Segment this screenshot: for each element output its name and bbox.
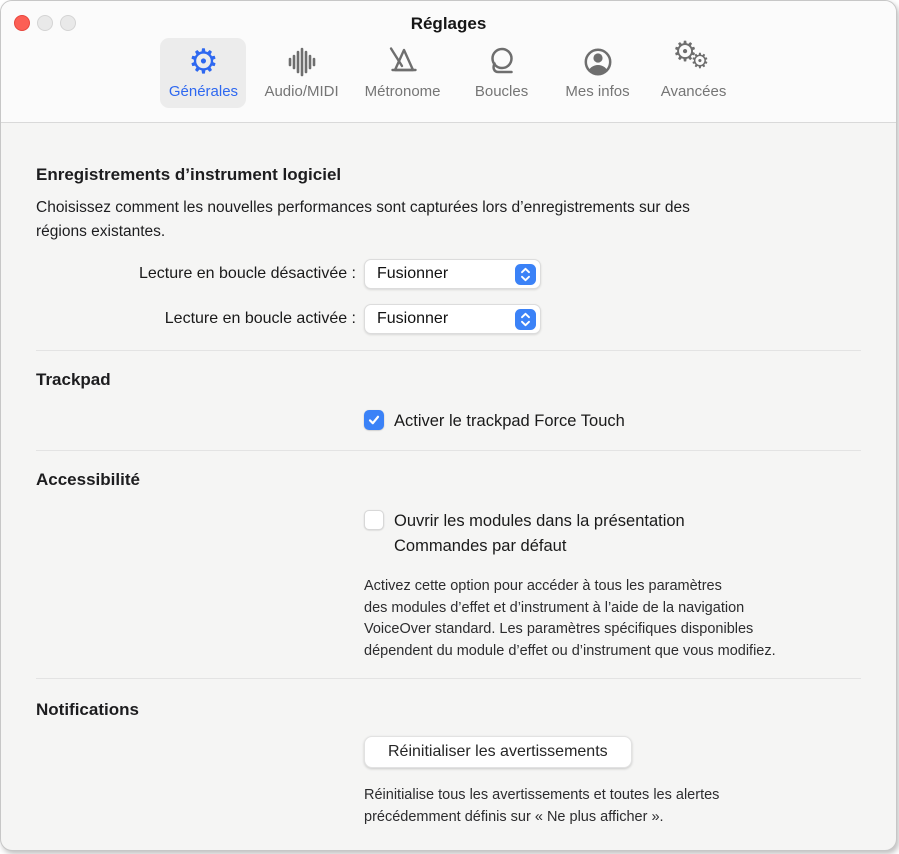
notifications-note: Réinitialise tous les avertissements et toutes les alertes précédemment définis sur « Ne plus afficher ». — [364, 787, 720, 825]
tab-mes-infos[interactable] — [555, 38, 641, 108]
gear-icon: ⚙ — [188, 42, 219, 82]
tab-avancees[interactable] — [651, 35, 737, 108]
user-icon — [581, 44, 615, 80]
loop-icon — [484, 44, 520, 80]
double-gear-icon: ⚙ ⚙ — [672, 35, 710, 73]
tab-audio-midi[interactable] — [256, 38, 346, 108]
force-touch-label: Activer le trackpad Force Touch — [394, 412, 625, 430]
tab-label: Boucles — [474, 83, 529, 100]
section-heading-notifications: Notifications — [36, 700, 139, 719]
plugins-view-checkbox[interactable] — [364, 510, 384, 530]
section-heading-trackpad: Trackpad — [36, 370, 111, 389]
tab-label: Avancées — [660, 83, 727, 100]
popup-chevrons-icon — [515, 309, 536, 330]
tab-bar — [1, 35, 896, 108]
section-heading-accessibility: Accessibilité — [36, 470, 140, 489]
traffic-lights — [14, 15, 76, 31]
recordings-description: Choisissez comment les nouvelles performances sont capturées lors d’enregistrements sur des régions existantes. — [36, 199, 690, 240]
tab-boucles[interactable] — [459, 38, 545, 108]
tab-label: Mes infos — [565, 83, 630, 100]
section-heading-recordings: Enregistrements d’instrument logiciel — [36, 165, 342, 184]
minimize-button-icon — [37, 15, 53, 31]
settings-content — [1, 123, 896, 828]
waveform-icon — [284, 44, 320, 80]
accessibility-note: Activez cette option pour accéder à tous les paramètres des modules d’effet et d’instrument à l’aide de la navigation VoiceOver standard. Les paramètres spécifiques disponibles dépendent du module d’effet ou d’instrument que vous modifiez. — [364, 578, 776, 659]
loop-on-popup[interactable] — [364, 304, 541, 334]
loop-off-label: Lecture en boucle désactivée : — [138, 265, 356, 282]
checkmark-icon — [367, 413, 381, 427]
reset-warnings-button[interactable]: Réinitialiser les avertissements — [364, 736, 632, 768]
popup-chevrons-icon — [515, 264, 536, 285]
metronome-icon — [384, 44, 422, 80]
zoom-button-icon — [60, 15, 76, 31]
loop-on-label: Lecture en boucle activée : — [164, 310, 356, 327]
loop-off-popup[interactable] — [364, 259, 541, 289]
tab-generales[interactable] — [160, 38, 246, 108]
popup-value: Fusionner — [377, 265, 449, 282]
tab-metronome[interactable] — [357, 38, 449, 108]
loop-on-row — [36, 304, 861, 334]
tab-label: Générales — [168, 83, 239, 100]
loop-off-row — [36, 259, 861, 289]
toolbar — [1, 1, 896, 123]
tab-label: Audio/MIDI — [264, 83, 339, 100]
plugins-view-label: Ouvrir les modules dans la présentation Commandes par défaut — [394, 512, 685, 555]
window-title: Réglages — [410, 14, 487, 33]
plugins-view-row — [364, 509, 861, 559]
force-touch-checkbox[interactable] — [364, 410, 384, 430]
force-touch-row — [364, 409, 861, 434]
close-button-icon[interactable] — [14, 15, 30, 31]
tab-label: Métronome — [364, 83, 441, 100]
popup-value: Fusionner — [377, 310, 449, 327]
